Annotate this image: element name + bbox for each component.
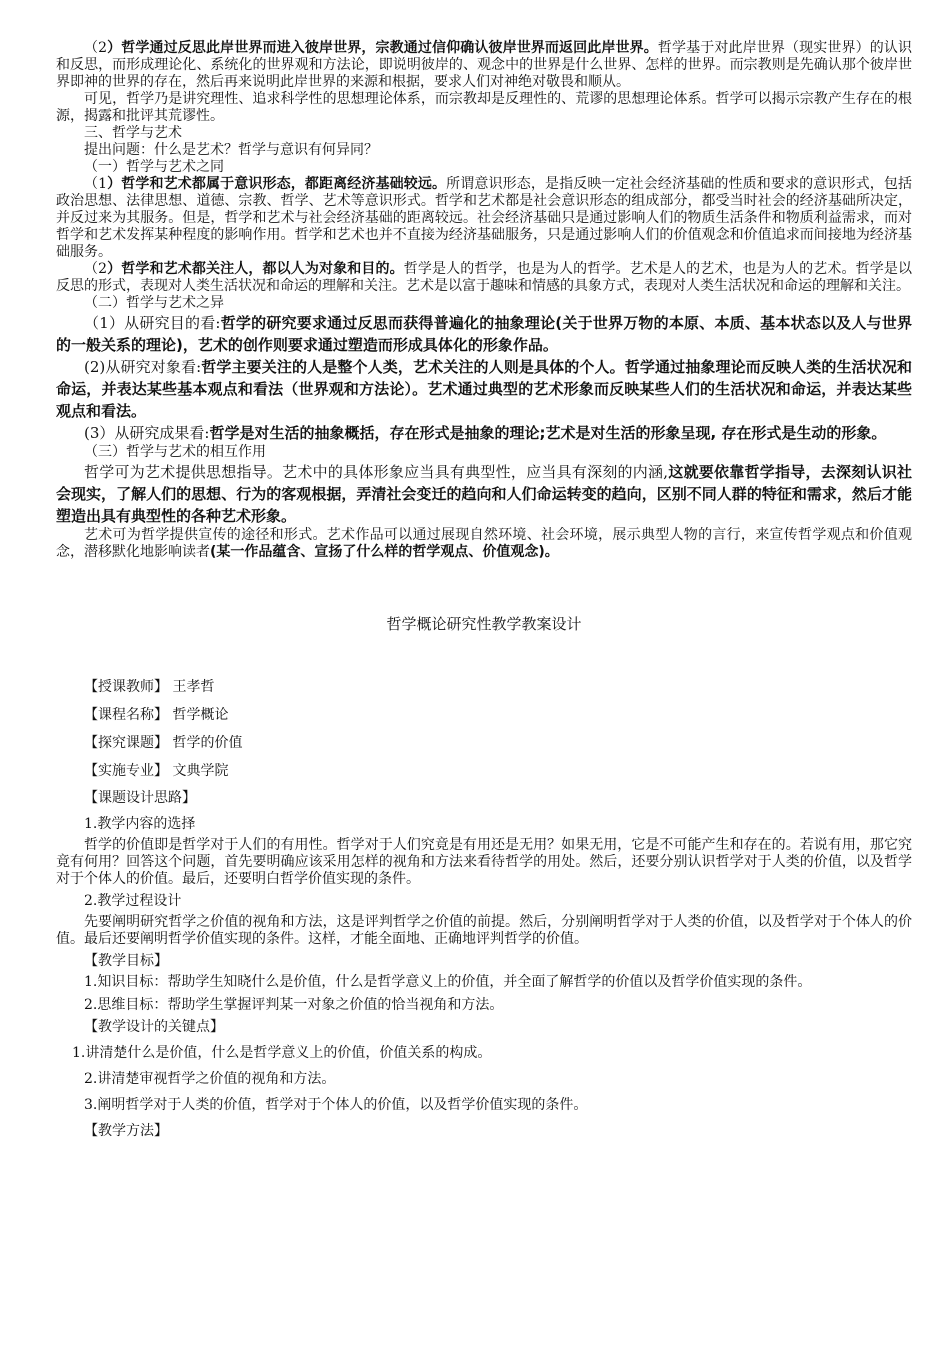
heading-goals: 【教学目标】 — [84, 953, 168, 969]
para-bold: 哲学的研究要求通过反思而获得普遍化的抽象理论(关于世界万物的本原、本质、基本状态以及人与世界的一般关系的理论)，艺术的创作则要求通过塑造而形成具体化的形象作品。 — [56, 314, 912, 354]
key-point-2: 2.讲清楚审视哲学之价值的视角和方法。 — [84, 1071, 336, 1087]
para-lead: （1 — [84, 176, 108, 192]
para-text: 艺术可为哲学提供宣传的途径和形式。艺术作品可以通过展现自然环境、社会环境，展示典型人物的言行，来宣传哲学观点和价值观念，潜移默化地影响读者 — [56, 527, 912, 560]
para-bold: ）哲学和艺术都属于意识形态，都距离经济基础较远。 — [107, 176, 447, 192]
heading-content-selection: 1.教学内容的选择 — [84, 816, 196, 832]
para-bold: 这就要依靠哲学指导，去深刻认识社会现实，了解人们的思想、行为的客观根据，弄清社会变迁的趋向和人们命运转变的趋向，区别不同人群的特征和需求，然后才能塑造出具有典型性的各种艺术形象。 — [56, 463, 912, 525]
info-topic: 【探究课题】 哲学的价值 — [84, 735, 243, 751]
info-major: 【实施专业】 文典学院 — [84, 763, 229, 779]
goal-knowledge: 1.知识目标：帮助学生知晓什么是价值，什么是哲学意义上的价值，并全面了解哲学的价值以及哲学价值实现的条件。 — [84, 974, 812, 990]
para-text: 哲学可为艺术提供思想指导。艺术中的具体形象应当具有典型性，应当具有深刻的内涵, — [84, 463, 669, 481]
section-gap — [56, 561, 912, 615]
para-bold: ）哲学通过反思此岸世界而进入彼岸世界，宗教通过信仰确认彼岸世界而返回此岸世界。 — [107, 40, 658, 56]
info-course: 【课程名称】 哲学概论 — [84, 707, 229, 723]
paragraph-difference-1 — [56, 312, 912, 356]
question-line: 提出问题：什么是艺术？哲学与意识有何异同？ — [84, 142, 378, 158]
para-text: 所谓意识形态，是指反映一定社会经济基础的性质和要求的意识形式，包括政治思想、法律思想、道德、宗教、哲学、艺术等意识形式。哲学和艺术都是社会意识形态的组成部分，都受当时社会的经济基础所决定，并反过来为其服务。但是，哲学和艺术与社会经济基础的距离较远。社会经济基础只是通过影响人们的物质生活条件和物质利益需求，而对哲学和艺术发挥某种程度的影响作用。哲学和艺术也并不直接为经济基础服务，只是通过影响人们的价值观念和价值追求而间接地为经济基础服务。 — [56, 176, 912, 260]
para-text: 哲学基于对此岸世界（现实世界）的认识和反思，而形成理论化、系统化的世界观和方法论，即说明彼岸的、观念中的世界是什么世界、怎样的世界。而宗教则是先确认那个彼岸世界即神的世界的存在，然后再来说明此岸世界的来源和根据，要求人们对神绝对敬畏和顺从。 — [56, 40, 912, 90]
heading-methods: 【教学方法】 — [84, 1123, 168, 1139]
paragraph-conclusion: 可见，哲学乃是讲究理性、追求科学性的思想理论体系，而宗教却是反理性的、荒谬的思想理论体系。哲学可以揭示宗教产生存在的根源，揭露和批评其荒谬性。 — [56, 91, 912, 124]
paragraph-content-selection: 哲学的价值即是哲学对于人们的有用性。哲学对于人们究竟是有用还是无用？如果无用，它是不可能产生和存在的。若说有用，那它究竟有何用？回答这个问题，首先要明确应该采用怎样的视角和方法来看待哲学的用处。然后，还要分别认识哲学对于人类的价值，以及哲学对于个体人的价值。最后，还要明白哲学价值实现的条件。 — [56, 837, 912, 887]
para-bold: ）哲学和艺术都关注人，都以人为对象和目的。 — [107, 261, 404, 277]
para-lead: （1）从研究目的看: — [84, 314, 221, 332]
heading-design-idea: 【课题设计思路】 — [84, 790, 196, 806]
para-lead: (3）从研究成果看: — [84, 424, 210, 442]
paragraph-difference-2 — [56, 356, 912, 422]
paragraph-similarity-2 — [56, 261, 912, 295]
para-lead: (2)从研究对象看: — [84, 358, 202, 376]
subheading-similarities: （一）哲学与艺术之同 — [84, 159, 224, 175]
para-bold: 哲学主要关注的人是整个人类，艺术关注的人则是具体的个人。哲学通过抽象理论而反映人类的生活状况和命运，并表达某些基本观点和看法（世界观和方法论）。艺术通过典型的艺术形象而反映某些人们的生活状况和命运，并表达某些观点和看法。 — [56, 358, 912, 420]
para-lead: （2 — [84, 40, 108, 56]
paragraph-philosophy-religion-2 — [56, 40, 912, 91]
para-text: 哲学是人的哲学，也是为人的哲学。艺术是人的艺术，也是为人的艺术。哲学是以反思的形式，表现对人类生活状况和命运的理解和关注。艺术是以富于趣味和情感的具象方式，表现对人类生活状况和命运的理解和关注。 — [56, 261, 912, 294]
paragraph-interaction-1 — [56, 461, 912, 527]
paragraph-process-design: 先要阐明研究哲学之价值的视角和方法，这是评判哲学之价值的前提。然后，分别阐明哲学对于人类的价值，以及哲学对于个体人的价值。最后还要阐明哲学价值实现的条件。这样，才能全面地、正确地评判哲学的价值。 — [56, 914, 912, 947]
para-bold: 哲学是对生活的抽象概括，存在形式是抽象的理论;艺术是对生活的形象呈现, 存在形式是生动的形象。 — [209, 424, 887, 442]
info-teacher: 【授课教师】 王孝哲 — [84, 679, 215, 695]
key-point-3: 3.阐明哲学对于人类的价值，哲学对于个体人的价值，以及哲学价值实现的条件。 — [84, 1097, 588, 1113]
para-bold: (某一作品蕴含、宣扬了什么样的哲学观点、价值观念)。 — [210, 544, 559, 560]
document-page — [56, 40, 912, 1144]
section-heading-3: 三、哲学与艺术 — [84, 125, 182, 141]
paragraph-interaction-2 — [56, 527, 912, 561]
para-lead: （2 — [84, 261, 108, 277]
heading-key-points: 【教学设计的关键点】 — [84, 1019, 224, 1035]
heading-process-design: 2.教学过程设计 — [84, 893, 182, 909]
paragraph-difference-3 — [56, 422, 912, 444]
subheading-interaction: （三）哲学与艺术的相互作用 — [84, 444, 266, 460]
paragraph-similarity-1 — [56, 176, 912, 261]
document-title: 哲学概论研究性教学教案设计 — [386, 615, 582, 633]
goal-thinking: 2.思维目标：帮助学生掌握评判某一对象之价值的恰当视角和方法。 — [84, 997, 504, 1013]
key-point-1: 1.讲清楚什么是价值，什么是哲学意义上的价值，价值关系的构成。 — [72, 1045, 492, 1061]
subheading-differences: （二）哲学与艺术之异 — [84, 295, 224, 311]
